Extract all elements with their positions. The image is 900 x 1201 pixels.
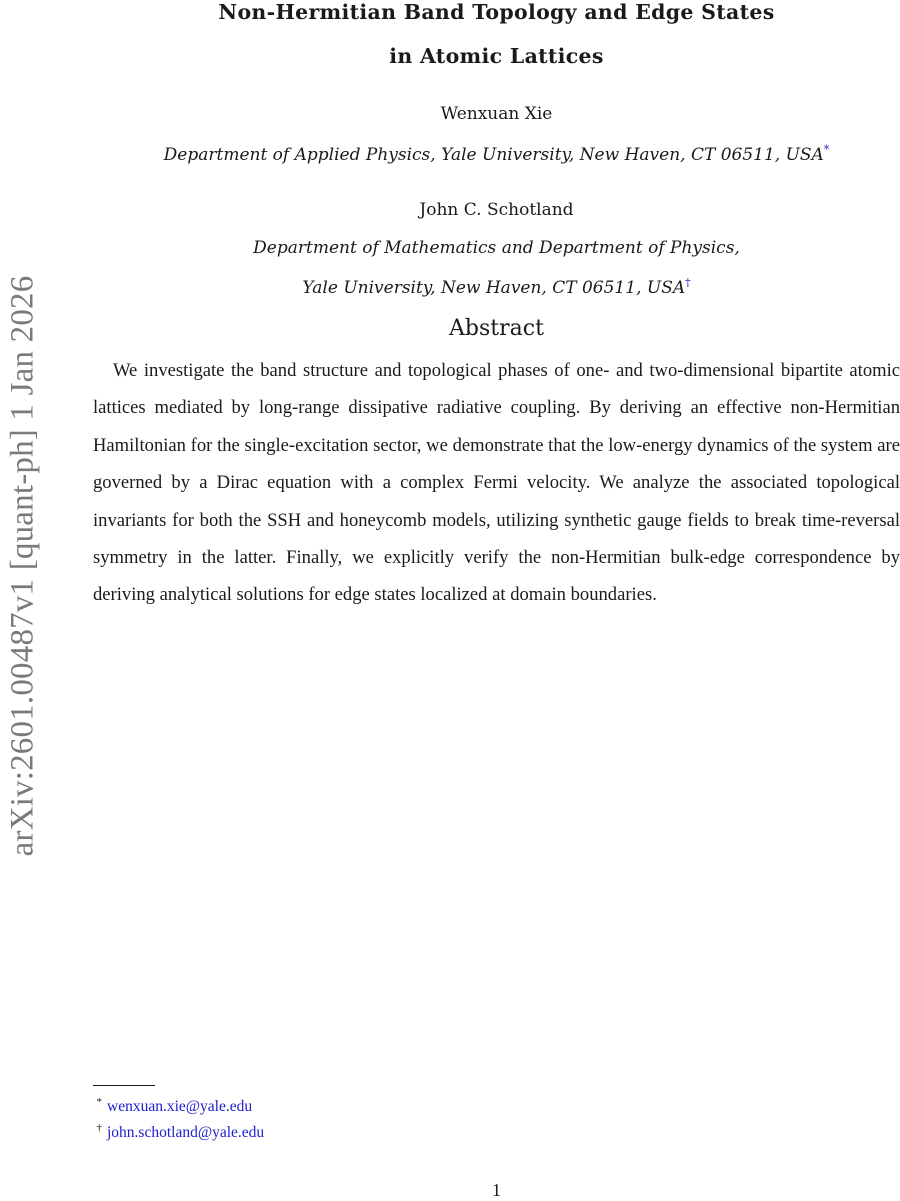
author-affiliation-2-line-1: Department of Mathematics and Department of Physics, xyxy=(253,238,740,258)
author-affiliation-1 xyxy=(93,143,900,165)
paper-title-line-2: in Atomic Lattices xyxy=(389,44,604,68)
arxiv-stamp xyxy=(0,0,40,1200)
abstract-heading: Abstract xyxy=(449,316,544,341)
affiliation-1-text: Department of Applied Physics, Yale University, New Haven, CT 06511, USA xyxy=(163,145,824,165)
footnote-1-mark: * xyxy=(96,1096,102,1108)
arxiv-identifier: arXiv:2601.00487v1 [quant-ph] 1 Jan 2026 xyxy=(4,275,41,857)
footnote-2 xyxy=(93,1122,264,1142)
author-affiliation-2-line-2 xyxy=(93,276,900,298)
footnote-divider xyxy=(93,1085,155,1086)
email-link-1[interactable]: wenxuan.xie@yale.edu xyxy=(107,1098,253,1115)
email-link-2[interactable]: john.schotland@yale.edu xyxy=(107,1124,265,1141)
paper-title-line-1: Non-Hermitian Band Topology and Edge States xyxy=(218,0,775,24)
page-number: 1 xyxy=(492,1180,501,1200)
footnote-marker-1[interactable]: * xyxy=(823,143,830,156)
abstract-body: We investigate the band structure and topological phases of one- and two-dimensional bipartite atomic lattices mediated by long-range dissipative radiative coupling. By deriving an effective non-Hermitian Hamiltonian for the single-excitation sector, we demonstrate that the low-energy dynamics of the system are governed by a Dirac equation with a complex Fermi velocity. We analyze the associated topological invariants for both the SSH and honeycomb models, utilizing synthetic gauge fields to break time-reversal symmetry in the latter. Finally, we explicitly verify the non-Hermitian bulk-edge correspondence by deriving analytical solutions for edge states localized at domain boundaries. xyxy=(93,360,900,606)
footnote-1 xyxy=(93,1096,252,1116)
author-name-2: John C. Schotland xyxy=(419,200,574,220)
author-name-1: Wenxuan Xie xyxy=(440,104,553,124)
affiliation-2-text: Yale University, New Haven, CT 06511, USA xyxy=(302,278,686,298)
footnote-2-mark: † xyxy=(96,1122,102,1134)
footnote-marker-2[interactable]: † xyxy=(685,276,691,289)
